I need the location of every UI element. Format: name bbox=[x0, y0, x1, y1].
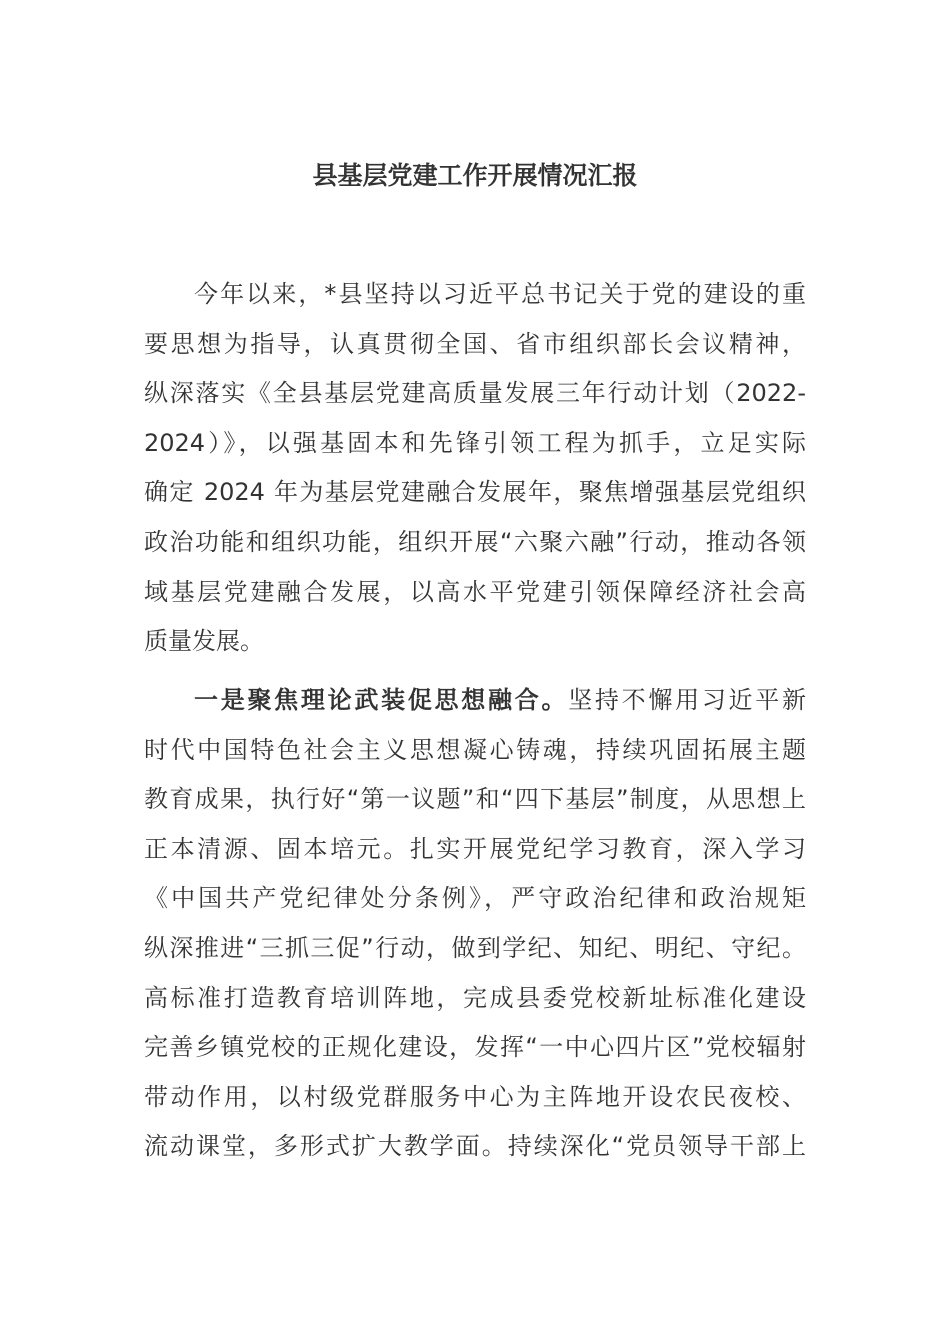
paragraph-line: 带动作用，以村级党群服务中心为主阵地开设农民夜校、 bbox=[144, 1082, 806, 1111]
paragraph-line: 域基层党建融合发展，以高水平党建引领保障经济社会高 bbox=[144, 577, 806, 606]
paragraph-intro bbox=[144, 270, 806, 667]
paragraph-line: 纵深落实《全县基层党建高质量发展三年行动计划（2022- bbox=[144, 379, 806, 408]
paragraph-section-one bbox=[144, 676, 806, 1172]
paragraph-line: 高标准打造教育培训阵地，完成县委党校新址标准化建设 bbox=[144, 983, 806, 1012]
paragraph-line: 纵深推进“三抓三促”行动，做到学纪、知纪、明纪、守纪。 bbox=[144, 933, 806, 962]
paragraph-line: 质量发展。 bbox=[144, 627, 264, 656]
paragraph-line: 今年以来，*县坚持以习近平总书记关于党的建设的重 bbox=[194, 280, 806, 308]
paragraph-line: 正本清源、固本培元。扎实开展党纪学习教育，深入学习 bbox=[144, 834, 806, 863]
paragraph-line: 2024）》，以强基固本和先锋引领工程为抓手，立足实际 bbox=[144, 428, 806, 457]
paragraph-line: 政治功能和组织功能，组织开展“六聚六融”行动，推动各领 bbox=[144, 527, 806, 556]
paragraph-line: 流动课堂，多形式扩大教学面。持续深化“党员领导干部上 bbox=[144, 1132, 806, 1161]
paragraph-line: 确定 2024 年为基层党建融合发展年，聚焦增强基层党组织 bbox=[144, 478, 806, 507]
paragraph-line: 要思想为指导，认真贯彻全国、省市组织部长会议精神， bbox=[144, 329, 806, 358]
document-title: 县基层党建工作开展情况汇报 bbox=[312, 161, 638, 190]
paragraph-line-rest: 坚持不懈用习近平新 bbox=[568, 686, 807, 714]
paragraph-line: 教育成果，执行好“第一议题”和“四下基层”制度，从思想上 bbox=[144, 785, 806, 814]
section-heading-lead: 一是聚焦理论武装促思想融合。 bbox=[194, 686, 569, 714]
paragraph-line: 完善乡镇党校的正规化建设，发挥“一中心四片区”党校辐射 bbox=[144, 1033, 806, 1062]
paragraph-line: 时代中国特色社会主义思想凝心铸魂，持续巩固拓展主题 bbox=[144, 735, 806, 764]
paragraph-line: 《中国共产党纪律处分条例》，严守政治纪律和政治规矩 bbox=[144, 884, 806, 913]
paragraph-first-line bbox=[144, 676, 806, 726]
